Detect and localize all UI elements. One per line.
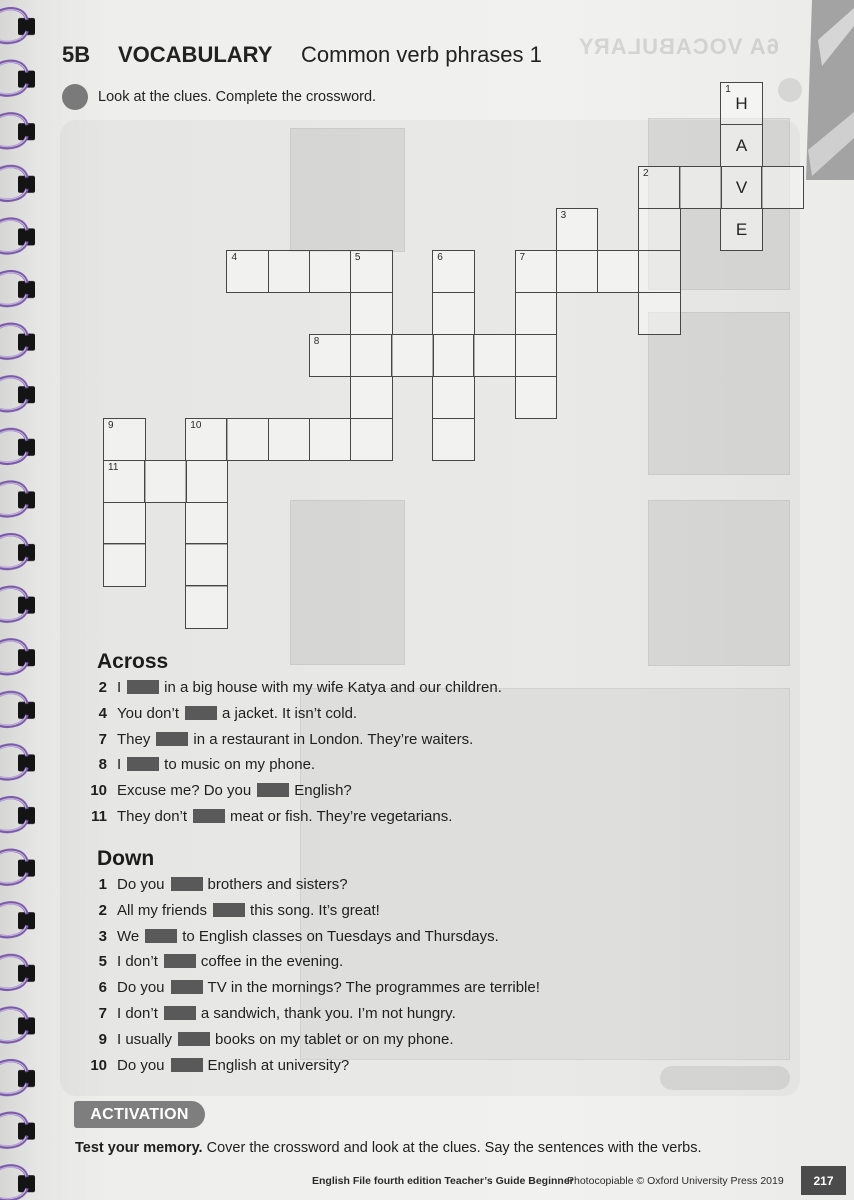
crossword-cell	[432, 418, 475, 461]
crossword-cell	[515, 292, 558, 335]
clue-text-before: Do you	[117, 1056, 165, 1074]
clue-number: 4	[98, 704, 107, 722]
crossword-cell	[720, 124, 763, 167]
clue-text-before: They don’t	[117, 807, 188, 825]
answer-blank	[127, 680, 159, 694]
crossword-cell	[761, 166, 804, 209]
clue-text-after: in a restaurant in London. They’re waiters.	[193, 730, 474, 748]
cell-number: 11	[108, 461, 119, 473]
clue-text-before: You don’t	[117, 704, 180, 722]
crossword-cell	[720, 166, 763, 209]
crossword-cell	[309, 250, 352, 293]
crossword-cell	[103, 502, 146, 545]
clue-down-10	[89, 1053, 649, 1079]
clue-number: 10	[90, 782, 107, 800]
crossword-cell	[556, 208, 599, 251]
crossword-cell	[185, 585, 228, 628]
clue-number: 9	[98, 1030, 107, 1048]
answer-blank	[164, 1006, 196, 1020]
clue-text-before: I usually	[117, 1030, 173, 1048]
clue-number: 7	[98, 1004, 107, 1022]
clue-down-5	[89, 949, 649, 975]
activation-badge: ACTIVATION	[74, 1101, 205, 1128]
clue-text-after: a sandwich, thank you. I’m not hungry.	[200, 1004, 456, 1022]
crossword-cell	[597, 250, 640, 293]
clue-text-after: in a big house with my wife Katya and our children.	[164, 679, 502, 696]
crossword-cell	[268, 418, 311, 461]
crossword-cell	[473, 334, 516, 377]
clue-across-8	[89, 752, 649, 778]
crossword-cell	[268, 250, 311, 293]
answer-blank	[127, 757, 159, 771]
crossword-cell	[638, 292, 681, 335]
answer-blank	[193, 809, 225, 823]
page-title: Common verb phrases 1	[301, 42, 542, 67]
clue-text-after: English?	[294, 782, 352, 800]
answer-blank	[171, 1058, 203, 1072]
answer-blank	[171, 980, 203, 994]
cell-number: 9	[108, 419, 114, 431]
activation-body: Cover the crossword and look at the clues. Say the sentences with the verbs.	[206, 1140, 702, 1156]
activation-lead: Test your memory.	[75, 1140, 203, 1156]
clue-down-1	[89, 872, 649, 898]
cell-letter: A	[735, 135, 748, 155]
spiral-coils	[0, 0, 46, 1200]
crossword-cell	[350, 376, 393, 419]
crossword-cell	[350, 250, 393, 293]
cell-number: 6	[437, 251, 443, 263]
footer-book-title: English File fourth edition Teacher’s Guide Beginner	[312, 1175, 574, 1187]
cell-number: 5	[354, 251, 361, 263]
cell-number: 7	[519, 251, 526, 263]
crossword-cell	[638, 250, 681, 293]
crossword-cell	[720, 82, 763, 125]
clue-text-after: this song. It’s great!	[250, 901, 380, 919]
crossword-cell	[432, 376, 475, 419]
crossword-cell	[515, 334, 558, 377]
crossword-cell	[638, 208, 681, 251]
clue-across-10	[89, 778, 649, 804]
clue-number: 7	[98, 730, 107, 748]
answer-blank	[178, 1032, 210, 1046]
clue-across-4	[89, 701, 649, 727]
clue-across-2	[89, 675, 649, 701]
cell-number: 3	[560, 209, 567, 221]
crossword-cell	[185, 460, 228, 503]
crossword-cell	[432, 292, 475, 335]
clue-text-before: They	[117, 730, 151, 748]
crossword-cell	[556, 250, 599, 293]
clue-text-after: brothers and sisters?	[207, 876, 348, 893]
footer-copyright: Photocopiable © Oxford University Press 2019	[567, 1175, 784, 1187]
clue-text-before: I	[117, 679, 122, 696]
clue-down-9	[89, 1027, 649, 1053]
answer-blank	[164, 954, 196, 968]
clue-text-after: TV in the mornings? The programmes are terrible!	[207, 979, 540, 997]
answer-blank	[185, 706, 217, 720]
across-heading: Across	[97, 650, 169, 673]
crossword-cell	[103, 418, 146, 461]
clue-number: 10	[90, 1056, 107, 1074]
crossword-grid	[103, 82, 808, 632]
crossword-cell	[350, 334, 393, 377]
clue-across-7	[89, 727, 649, 753]
clue-text-before: Do you	[117, 876, 165, 893]
cell-number: 4	[231, 251, 237, 263]
show-through-header: 6A VOCABULARY	[578, 34, 779, 59]
crossword-cell	[309, 334, 352, 377]
instruction-text: Look at the clues. Complete the crossword.	[98, 89, 377, 105]
crossword-cell	[103, 460, 146, 503]
clue-text-after: to music on my phone.	[164, 756, 316, 774]
crossword-cell	[679, 166, 722, 209]
crossword-cell	[103, 543, 146, 586]
clue-down-6	[89, 975, 649, 1001]
clue-number: 5	[98, 953, 107, 971]
clue-down-2	[89, 898, 649, 924]
crossword-cell	[185, 502, 228, 545]
crossword-cell	[226, 250, 269, 293]
clue-text-before: I don’t	[117, 1004, 158, 1022]
cell-number: 1	[725, 84, 731, 95]
clue-text-after: a jacket. It isn’t cold.	[222, 704, 358, 722]
crossword-cell	[432, 250, 475, 293]
cell-number: 2	[642, 167, 649, 179]
clue-text-before: I don’t	[117, 953, 158, 971]
answer-blank	[145, 929, 177, 943]
clue-number: 8	[98, 756, 107, 774]
across-clues	[89, 675, 649, 830]
clue-text-after: to English classes on Tuesdays and Thursdays.	[182, 927, 499, 945]
clue-text-after: books on my tablet or on my phone.	[215, 1030, 454, 1048]
clue-number: 1	[98, 876, 107, 893]
clue-text-before: All my friends	[117, 901, 208, 919]
clue-text-before: Excuse me? Do you	[117, 782, 252, 800]
crossword-cell	[515, 250, 558, 293]
cell-letter: V	[735, 177, 748, 197]
crossword-cell	[144, 460, 187, 503]
crossword-cell	[515, 376, 558, 419]
clue-number: 2	[98, 679, 107, 696]
clue-text-before: I	[117, 756, 122, 774]
page-number: 217	[801, 1166, 846, 1195]
crossword-cell	[350, 292, 393, 335]
unit-label: 5B	[62, 42, 91, 67]
down-clues	[89, 872, 649, 1078]
crossword-cell	[432, 334, 475, 377]
crossword-cell	[309, 418, 352, 461]
clue-text-before: Do you	[117, 979, 165, 997]
crossword-cell	[391, 334, 434, 377]
cell-letter: E	[735, 219, 748, 239]
section-label: VOCABULARY	[118, 42, 273, 67]
crossword-cell	[226, 418, 269, 461]
clue-number: 6	[98, 979, 107, 997]
clue-number: 2	[98, 901, 107, 919]
clue-down-3	[89, 924, 649, 950]
answer-blank	[213, 903, 245, 917]
crossword-cell	[638, 166, 681, 209]
answer-blank	[156, 732, 188, 746]
clue-number: 11	[91, 807, 107, 825]
answer-blank	[257, 783, 289, 797]
down-heading: Down	[97, 847, 155, 870]
spiral-binding	[0, 0, 46, 1200]
crossword-cell	[720, 208, 763, 251]
clue-across-11	[89, 804, 649, 830]
crossword-cell	[185, 418, 228, 461]
cell-number: 10	[190, 419, 202, 431]
clue-text-after: meat or fish. They’re vegetarians.	[230, 807, 453, 825]
clue-down-7	[89, 1001, 649, 1027]
clue-number: 3	[98, 927, 107, 945]
clue-text-after: English at university?	[207, 1056, 350, 1074]
crossword-cell	[350, 418, 393, 461]
answer-blank	[171, 877, 203, 891]
instruction-bullet-icon	[62, 84, 88, 110]
clue-text-after: coffee in the evening.	[200, 953, 344, 971]
activation-instructions	[75, 1141, 702, 1156]
clue-text-before: We	[117, 927, 140, 945]
show-through-pill	[660, 1066, 790, 1090]
crossword-cell	[185, 543, 228, 586]
cell-letter: H	[735, 93, 748, 113]
cell-number: 8	[313, 335, 320, 347]
